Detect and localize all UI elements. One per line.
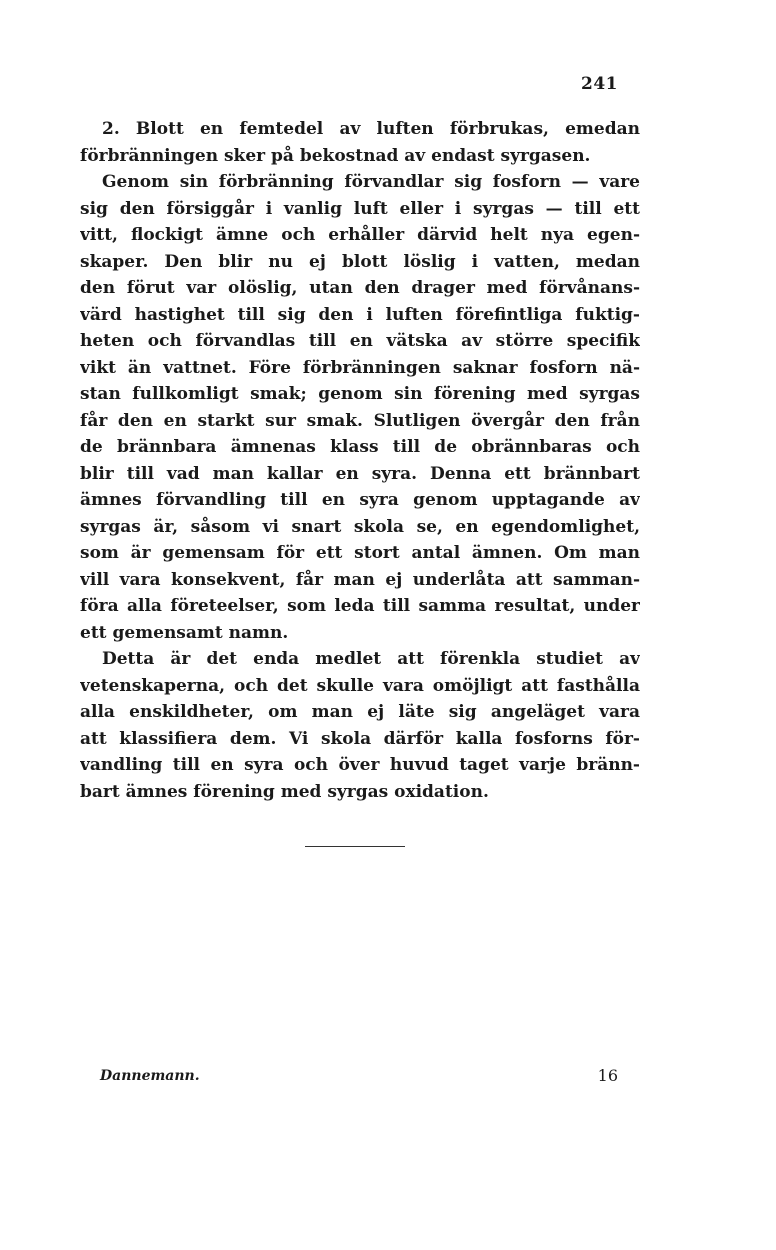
text-line: sig den försiggår i vanlig luft eller i syrgas — till ett bbox=[80, 198, 640, 219]
text-line: blir till vad man kallar en syra. Denna ett brännbart bbox=[80, 463, 640, 484]
text-line: skaper. Den blir nu ej blott löslig i vatten, medan bbox=[80, 251, 640, 272]
text-line: Detta är det enda medlet att förenkla studiet av bbox=[102, 649, 640, 669]
text-line: som är gemensam för ett stort antal ämnen. Om man bbox=[80, 543, 640, 563]
text-line: den förut var olöslig, utan den drager med förvånans- bbox=[80, 278, 640, 298]
page-number: 241 bbox=[581, 74, 618, 94]
text-line: föra alla företeelser, som leda till samma resultat, under bbox=[80, 596, 640, 616]
body-text bbox=[80, 116, 640, 805]
text-line: att klassifiera dem. Vi skola därför kalla fosforns för- bbox=[80, 728, 640, 749]
text-line: värd hastighet till sig den i luften förefintliga fuktig- bbox=[80, 304, 640, 325]
text-line: vill vara konsekvent, får man ej underlåta att samman- bbox=[80, 569, 640, 590]
text-line: ämnes förvandling till en syra genom upptagande av bbox=[80, 490, 640, 510]
sheet-number: 16 bbox=[597, 1066, 618, 1085]
text-line: alla enskildheter, om man ej läte sig angeläget vara bbox=[80, 702, 640, 722]
text-line: de brännbara ämnenas klass till de obrännbaras och bbox=[80, 437, 640, 457]
text-line: Genom sin förbränning förvandlar sig fosforn — vare bbox=[102, 172, 640, 192]
text-line: förbränningen sker på bekostnad av endast syrgasen. bbox=[80, 145, 591, 166]
text-line: bart ämnes förening med syrgas oxidation. bbox=[80, 781, 489, 802]
signature-mark: Dannemann. bbox=[100, 1068, 200, 1084]
text-line: syrgas är, såsom vi snart skola se, en egendomlighet, bbox=[80, 516, 640, 537]
text-line: 2. Blott en femtedel av luften förbrukas, emedan bbox=[102, 119, 640, 139]
text-line: heten och förvandlas till en vätska av större specifik bbox=[80, 331, 640, 351]
text-line: stan fullkomligt smak; genom sin förening med syrgas bbox=[80, 384, 640, 404]
text-line: vandling till en syra och över huvud taget varje bränn- bbox=[80, 755, 640, 775]
section-divider bbox=[305, 846, 405, 847]
text-line: ett gemensamt namn. bbox=[80, 622, 289, 643]
text-line: vikt än vattnet. Före förbränningen saknar fosforn nä- bbox=[80, 357, 640, 378]
text-line: vitt, flockigt ämne och erhåller därvid helt nya egen- bbox=[80, 225, 640, 245]
text-line: får den en starkt sur smak. Slutligen övergår den från bbox=[80, 410, 640, 431]
text-line: vetenskaperna, och det skulle vara omöjligt att fasthålla bbox=[80, 675, 640, 696]
